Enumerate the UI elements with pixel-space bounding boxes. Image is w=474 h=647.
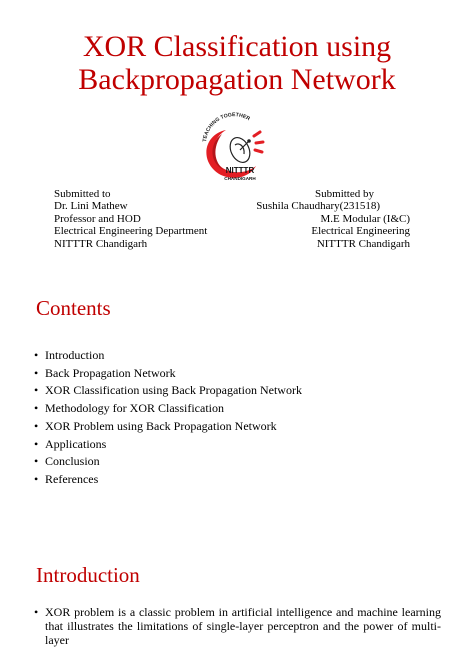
submitted-by-block — [256, 188, 410, 250]
contents-item: • References — [34, 471, 302, 489]
nitttr-logo — [196, 112, 270, 184]
submitted-to-line: Professor and HOD — [54, 212, 141, 225]
submitted-by-line: Sushila Chaudhary(231518) — [256, 200, 380, 213]
contents-item: • Conclusion — [34, 453, 302, 471]
submitted-by-line: NITTTR Chandigarh — [316, 237, 410, 250]
contents-item: • XOR Problem using Back Propagation Network — [34, 418, 302, 436]
submitted-to-line: NITTTR Chandigarh — [54, 237, 148, 250]
logo-city: CHANDIGARH — [224, 176, 256, 181]
logo-name: NITTTR — [225, 166, 255, 175]
contents-list — [34, 347, 302, 489]
submitted-to-line: Electrical Engineering Department — [54, 225, 208, 238]
bullet-icon: • — [34, 605, 39, 619]
contents-item: • Introduction — [34, 347, 302, 365]
submitted-by-line: Electrical Engineering — [311, 225, 410, 238]
contents-item: • Methodology for XOR Classification — [34, 400, 302, 418]
logo-arc-text: TEACHING TOGETHER — [201, 112, 251, 143]
submitted-to-line: Dr. Lini Mathew — [54, 200, 128, 213]
submitted-to-block — [54, 188, 207, 250]
contents-heading: Contents — [36, 296, 111, 320]
contents-item: • XOR Classification using Back Propagation Network — [34, 382, 302, 400]
submitted-by-label: Submitted by — [315, 188, 374, 200]
contents-item: • Applications — [34, 436, 302, 454]
introduction-paragraph — [34, 605, 441, 647]
introduction-text: XOR problem is a classic problem in artificial intelligence and machine learning that illustrates the limitations of single-layer perceptron and the power of multi-layer — [45, 605, 441, 647]
introduction-heading: Introduction — [36, 563, 140, 587]
submitted-to-label: Submitted to — [54, 188, 111, 200]
svg-text:TEACHING TOGETHER — [202, 112, 251, 142]
title-line-1: XOR Classification using — [82, 30, 392, 63]
document-title — [0, 30, 474, 96]
contents-item: • Back Propagation Network — [34, 365, 302, 383]
title-line-2: Backpropagation Network — [78, 63, 396, 96]
submitted-by-line: M.E Modular (I&C) — [320, 212, 410, 225]
